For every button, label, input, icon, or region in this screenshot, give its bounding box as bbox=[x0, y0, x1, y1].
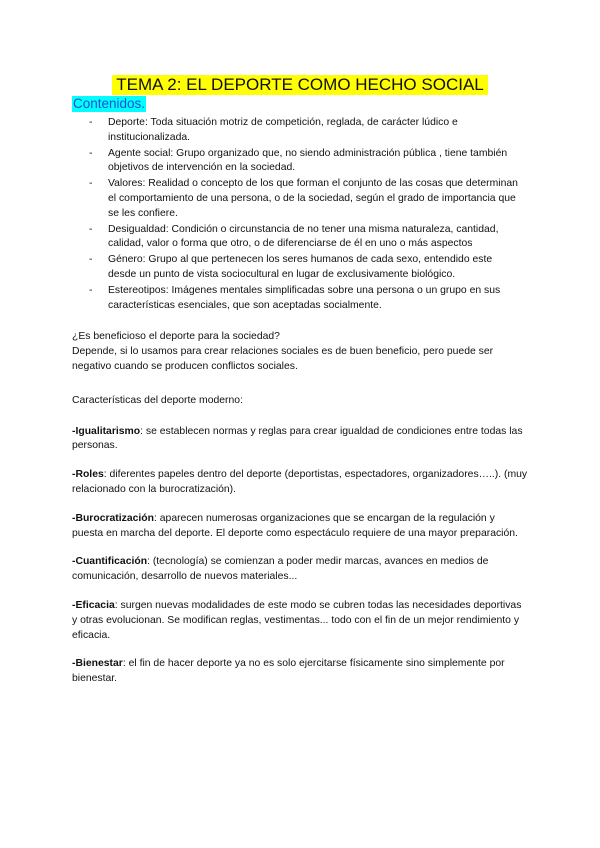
feature-paragraph bbox=[72, 512, 528, 542]
contents-heading-row bbox=[72, 95, 528, 113]
list-item bbox=[72, 177, 528, 221]
list-item-text: Estereotipos: Imágenes mentales simplificadas sobre una persona o un grupo en sus características esenciales, que son aceptadas socialmente. bbox=[108, 284, 501, 311]
feature-text: : aparecen numerosas organizaciones que se encargan de la regulación y puesta en marcha del deporte. El deporte como espectáculo requiere de una mayor preparación. bbox=[72, 512, 518, 539]
list-item bbox=[72, 253, 528, 283]
feature-term: -Igualitarismo bbox=[72, 425, 141, 437]
list-item-text: Desigualdad: Condición o circunstancia de no tener una misma naturaleza, cantidad, calidad, valor o forma que otro, o de diferenciarse de él en uno o más aspectos bbox=[108, 223, 499, 250]
title-wrap bbox=[72, 0, 528, 95]
list-item-text: Género: Grupo al que pertenecen los seres humanos de cada sexo, entendido este desde un punto de vista sociocultural en lugar de exclusivamente biológico. bbox=[108, 254, 493, 280]
question-text: ¿Es beneficioso el deporte para la sociedad? bbox=[72, 331, 280, 343]
feature-text: : el fin de hacer deporte ya no es solo ejercitarse físicamente sino simplemente por bienestar. bbox=[72, 658, 505, 685]
feature-paragraph bbox=[72, 425, 528, 455]
list-item-text: Deporte: Toda situación motriz de competición, reglada, de carácter lúdico e institucionalizada. bbox=[108, 117, 458, 143]
answer-text: Depende, si lo usamos para crear relaciones sociales es de buen beneficio, pero puede ser negativo cuando se producen conflictos sociales. bbox=[72, 346, 494, 372]
list-item bbox=[72, 223, 528, 253]
feature-term: -Bienestar bbox=[72, 658, 123, 670]
feature-term: -Roles bbox=[72, 469, 104, 481]
contents-list bbox=[72, 116, 528, 313]
feature-term: -Eficacia bbox=[72, 599, 115, 611]
list-dash: - bbox=[89, 147, 93, 159]
list-item bbox=[72, 284, 528, 314]
list-item-text: Valores: Realidad o concepto de los que forman el conjunto de las cosas que determinan el comportamiento de una persona, o de la sociedad, según el grado de importancia que se les confiere. bbox=[108, 178, 518, 219]
list-dash: - bbox=[89, 223, 93, 235]
feature-paragraph bbox=[72, 657, 528, 687]
list-item-text: Agente social: Grupo organizado que, no siendo administración pública , tiene también objetivos de intervención en la sociedad. bbox=[108, 147, 508, 174]
feature-text: : diferentes papeles dentro del deporte (deportistas, espectadores, organizadores…..). (muy relacionado con la burocratización). bbox=[72, 469, 528, 495]
feature-paragraph bbox=[72, 555, 528, 585]
feature-term: -Cuantificación bbox=[72, 556, 148, 568]
feature-paragraph bbox=[72, 599, 528, 643]
list-dash: - bbox=[89, 117, 93, 128]
feature-text: : surgen nuevas modalidades de este modo se cubren todas las necesidades deportivas y otras evolucionan. Se modifican reglas, vestimentas... todo con el fin de un mejor rendimiento y eficacia. bbox=[72, 599, 522, 641]
list-dash: - bbox=[89, 284, 93, 296]
feature-term: -Burocratización bbox=[72, 512, 154, 524]
list-dash: - bbox=[89, 178, 93, 190]
list-dash: - bbox=[89, 254, 93, 266]
question-block bbox=[72, 330, 528, 374]
feature-paragraph bbox=[72, 468, 528, 498]
list-item bbox=[72, 147, 528, 177]
characteristics-heading: Características del deporte moderno: bbox=[72, 394, 243, 406]
feature-text: : (tecnología) se comienzan a poder medir marcas, avances en medios de comunicación, desarrollo de nuevos materiales... bbox=[72, 556, 489, 583]
list-item bbox=[72, 116, 528, 146]
feature-text: : se establecen normas y reglas para crear igualdad de condiciones entre todas las personas. bbox=[72, 425, 523, 452]
page-title: TEMA 2: EL DEPORTE COMO HECHO SOCIAL bbox=[112, 75, 487, 95]
contents-heading: Contenidos. bbox=[73, 96, 146, 111]
